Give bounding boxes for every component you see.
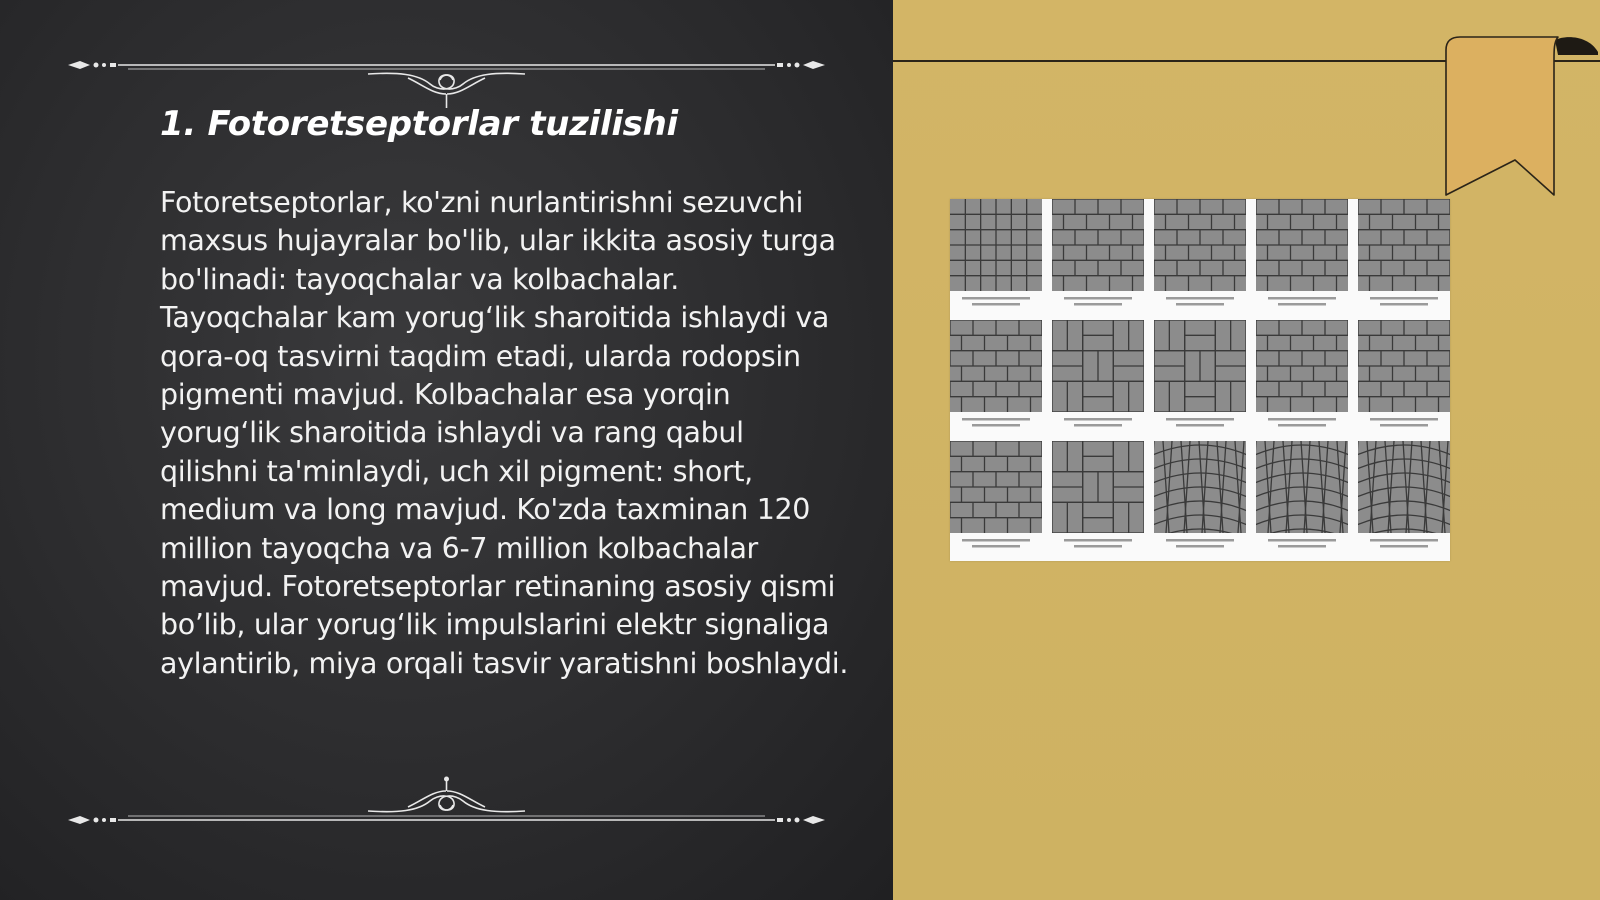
paving-tile xyxy=(1358,199,1450,306)
paving-tile xyxy=(1052,441,1144,548)
paving-tile xyxy=(1358,320,1450,427)
paving-tile xyxy=(1154,320,1246,427)
ribbon-bookmark-icon xyxy=(1430,30,1600,205)
paving-tiles-grid xyxy=(950,199,1450,561)
paving-tile xyxy=(950,199,1042,306)
slide-title: 1. Fotoretseptorlar tuzilishi xyxy=(160,104,678,144)
paving-tile xyxy=(1144,417,1259,548)
paving-patterns-image xyxy=(950,199,1450,561)
slide-body-text: Fotoretseptorlar, ko'zni nurlantirishni sezuvchi maxsus hujayralar bo'lib, ular ikkita asosiy turga bo'linadi: tayoqchalar va kolbachalar. Tayoqchalar kam yorug‘lik sharoitida ishlaydi va qora-oq tasvirni taqdim etadi, ularda rodopsin pigmenti mavjud. Kolbachalar esa yorqin yorug‘lik sharoitida ishlaydi va rang qabul qilishni ta'minlaydi, uch xil pigment: short, medium va long mavjud. Ko'zda taxminan 120 million tayoqcha va 6-7 million kolbachalar mavjud. Fotoretseptorlar retinaning asosiy qismi bo’lib, ular yorug‘lik impulslarini elektr signaliga aylantirib, miya orqali tasvir yaratishni boshlaydi. xyxy=(160,186,849,680)
paving-tile xyxy=(1348,417,1450,548)
scroll-divider-icon xyxy=(68,775,825,835)
paving-tile xyxy=(1052,320,1144,427)
paving-tile xyxy=(1246,417,1361,548)
scroll-divider-icon xyxy=(68,50,825,110)
